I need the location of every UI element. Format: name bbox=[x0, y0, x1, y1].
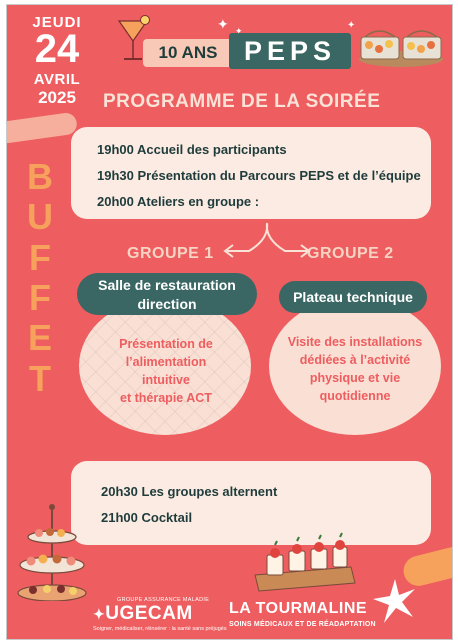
description-line: physique et vie bbox=[309, 371, 401, 385]
ugecam-group-label: GROUPE ASSURANCE MALADIE bbox=[117, 597, 210, 603]
sparkle-icon: ✦ bbox=[217, 16, 229, 32]
tourmaline-subtitle: SOINS MÉDICAUX ET DE RÉADAPTATION bbox=[229, 621, 376, 628]
schedule-item bbox=[101, 510, 192, 525]
ugecam-name: ✦UGECAM bbox=[93, 603, 193, 624]
description-line: l’alimentation bbox=[125, 355, 207, 369]
date-year: 2025 bbox=[38, 88, 76, 107]
buffet-letter: F bbox=[29, 276, 51, 318]
tourmaline-logo bbox=[229, 600, 376, 628]
event-name-peps: PEPS bbox=[229, 33, 351, 69]
anniversary-label: 10 ANS bbox=[143, 39, 233, 67]
schedule-item bbox=[101, 484, 277, 499]
sparkle-icon: ✦ bbox=[347, 20, 356, 31]
group-2-heading: GROUPE 2 bbox=[307, 245, 394, 262]
ugecam-logo bbox=[93, 597, 227, 637]
buffet-letter: B bbox=[27, 156, 53, 197]
cake-stand-icon bbox=[17, 501, 87, 601]
room-line: direction bbox=[137, 296, 197, 312]
event-poster bbox=[6, 4, 453, 640]
starfish-icon bbox=[371, 577, 419, 625]
date-day-number: 24 bbox=[34, 27, 80, 71]
arrows-icon bbox=[217, 221, 317, 271]
date-month: AVRIL bbox=[33, 71, 81, 88]
decorative-wave bbox=[6, 112, 78, 145]
schedule-item bbox=[97, 194, 259, 209]
description-line: Présentation de bbox=[119, 337, 213, 351]
food-tray-icon bbox=[357, 21, 445, 69]
description-line: intuitive bbox=[142, 373, 190, 387]
page-title: PROGRAMME DE LA SOIRÉE bbox=[103, 91, 381, 112]
buffet-letter: U bbox=[27, 196, 53, 238]
description-line: Visite des installations bbox=[287, 335, 423, 349]
schedule-card-top bbox=[71, 127, 431, 219]
schedule-label: Les groupes alternent bbox=[141, 484, 278, 499]
date-day-name: JEUDI bbox=[32, 14, 82, 31]
schedule-label: Ateliers en groupe : bbox=[137, 194, 260, 209]
schedule-label: Accueil des participants bbox=[137, 142, 287, 157]
sparkle-icon: ✦ bbox=[235, 26, 243, 36]
ugecam-logo-icon: ✦ bbox=[93, 606, 106, 622]
schedule-time: 19h00 bbox=[97, 142, 134, 157]
tourmaline-name: LA TOURMALINE bbox=[229, 600, 368, 617]
schedule-label: Cocktail bbox=[141, 510, 193, 525]
description-line: et thérapie ACT bbox=[120, 391, 212, 405]
buffet-vertical-word bbox=[25, 157, 55, 399]
buffet-letter: T bbox=[29, 357, 51, 399]
schedule-item bbox=[97, 142, 287, 157]
group-1-room bbox=[77, 273, 257, 315]
room-line: Plateau technique bbox=[293, 289, 413, 305]
ugecam-tagline: Soigner, médicaliser, réinsérer : la santé sans préjugés bbox=[93, 626, 227, 632]
room-line: Salle de restauration bbox=[98, 277, 236, 293]
schedule-time: 21h00 bbox=[101, 510, 138, 525]
group-1-heading: GROUPE 1 bbox=[127, 245, 214, 262]
schedule-time: 20h30 bbox=[101, 484, 138, 499]
group-1-description bbox=[91, 335, 241, 407]
schedule-time: 20h00 bbox=[97, 194, 134, 209]
schedule-label: Présentation du Parcours PEPS et de l’équipe bbox=[137, 168, 421, 183]
group-2-room bbox=[279, 281, 427, 313]
snacks-icon bbox=[251, 531, 359, 593]
schedule-time: 19h30 bbox=[97, 168, 134, 183]
description-line: dédiées à l’activité bbox=[299, 353, 411, 367]
buffet-letter: F bbox=[29, 236, 51, 278]
schedule-item bbox=[97, 168, 421, 183]
description-line: quotidienne bbox=[319, 389, 391, 403]
group-2-description bbox=[271, 333, 439, 405]
buffet-letter: E bbox=[27, 317, 52, 359]
event-date bbox=[17, 15, 97, 106]
